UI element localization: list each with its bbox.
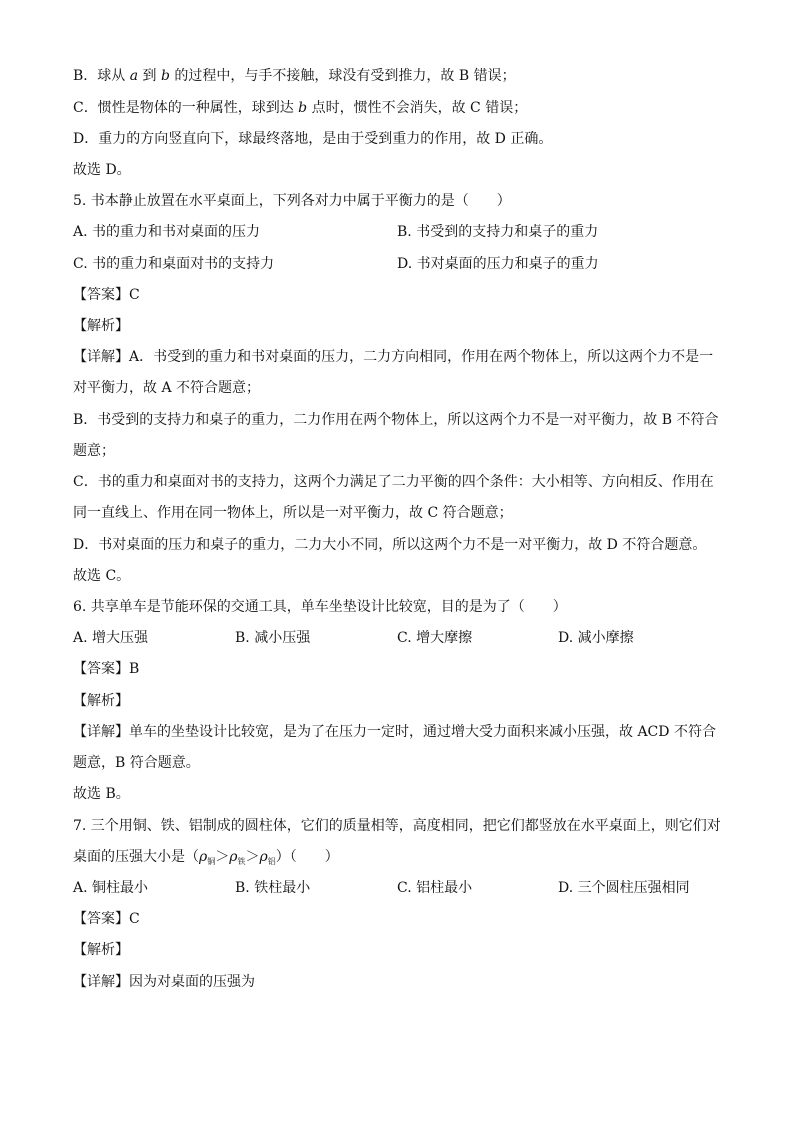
text-line: D．重力的方向竖直向下，球最终落地，是由于受到重力的作用，故 D 正确。 (73, 131, 553, 147)
variable: a (129, 68, 139, 84)
analysis-label: 【解析】 (73, 693, 129, 709)
text-line: 【详解】因为对桌面的压强为 (73, 974, 255, 990)
text-line (73, 66, 516, 86)
q5-option-c: C. 书的重力和桌面对书的支持力 (73, 256, 275, 272)
text-span: C．惯性是物体的一种属性，球到达 (73, 100, 299, 116)
variable: b (298, 100, 308, 116)
subscript: 铜 (207, 857, 216, 866)
subscript: 铁 (237, 857, 246, 866)
question-7: 7. 三个用铜、铁、铝制成的圆柱体，它们的质量相等，高度相同，把它们都竖放在水平桌面上，则它们对 (73, 818, 721, 834)
text-line (73, 847, 339, 872)
q7-option-d: D. 三个圆柱压强相同 (558, 880, 690, 896)
text-line: 题意，B 符合题意。 (73, 755, 200, 771)
text-line: 故选 D。 (73, 162, 131, 178)
rho-symbol: ρ (199, 849, 208, 865)
q5-option-b: B. 书受到的支持力和桌子的重力 (397, 224, 599, 240)
rho-symbol: ρ (229, 849, 238, 865)
greater-than: ＞ (245, 849, 260, 865)
greater-than: ＞ (215, 849, 230, 865)
q7-option-a: A. 铜柱最小 (73, 880, 149, 896)
answer-label: 【答案】C (73, 287, 140, 303)
text-line: 对平衡力，故 A 不符合题意； (73, 380, 261, 396)
text-span: 点时，惯性不会消失，故 C 错误； (307, 100, 528, 116)
text-line: D．书对桌面的压力和桌子的重力，二力大小不同，所以这两个力不是一对平衡力，故 D 不符合题意。 (73, 537, 707, 553)
text-line: 故选 B。 (73, 786, 130, 802)
q6-option-d: D. 减小摩擦 (558, 630, 634, 646)
answer-label: 【答案】C (73, 911, 140, 927)
text-line: 【详解】单车的坐垫设计比较宽，是为了在压力一定时，通过增大受力面积来减小压强，故 ACD 不符合 (73, 724, 716, 740)
q6-option-b: B. 减小压强 (235, 630, 311, 646)
text-span: 桌面的压强大小是（ (73, 849, 199, 865)
text-line: B．书受到的支持力和桌子的重力，二力作用在两个物体上，所以这两个力不是一对平衡力，故 B 不符合 (73, 412, 719, 428)
subscript: 铝 (267, 857, 276, 866)
analysis-label: 【解析】 (73, 318, 129, 334)
text-span: B．球从 (73, 68, 130, 84)
text-line: C．书的重力和桌面对书的支持力，这两个力满足了二力平衡的四个条件：大小相等、方向相反、作用在 (73, 474, 714, 490)
q6-option-a: A. 增大压强 (73, 630, 149, 646)
q5-option-a: A. 书的重力和书对桌面的压力 (73, 224, 261, 240)
text-line: 【详解】A．书受到的重力和书对桌面的压力，二力方向相同，作用在两个物体上，所以这两个力不是一 (73, 349, 714, 365)
question-5: 5. 书本静止放置在水平桌面上，下列各对力中属于平衡力的是（ ） (73, 193, 511, 209)
rho-symbol: ρ (259, 849, 268, 865)
variable: b (161, 68, 170, 84)
q5-option-d: D. 书对桌面的压力和桌子的重力 (397, 256, 599, 272)
answer-label: 【答案】B (73, 661, 140, 677)
text-line: 故选 C。 (73, 568, 131, 584)
text-span: ）（ ） (275, 849, 339, 865)
q7-option-c: C. 铝柱最小 (397, 880, 473, 896)
text-line: 题意； (73, 443, 115, 459)
q7-option-b: B. 铁柱最小 (235, 880, 311, 896)
text-span: 到 (138, 68, 162, 84)
text-span: 的过程中，与手不接触，球没有受到推力，故 B 错误； (169, 68, 516, 84)
text-line: 同一直线上、作用在同一物体上，所以是一对平衡力，故 C 符合题意； (73, 505, 513, 521)
analysis-label: 【解析】 (73, 942, 129, 958)
text-line (73, 98, 527, 118)
q6-option-c: C. 增大摩擦 (397, 630, 473, 646)
question-6: 6. 共享单车是节能环保的交通工具，单车坐垫设计比较宽，目的是为了（ ） (73, 599, 567, 615)
